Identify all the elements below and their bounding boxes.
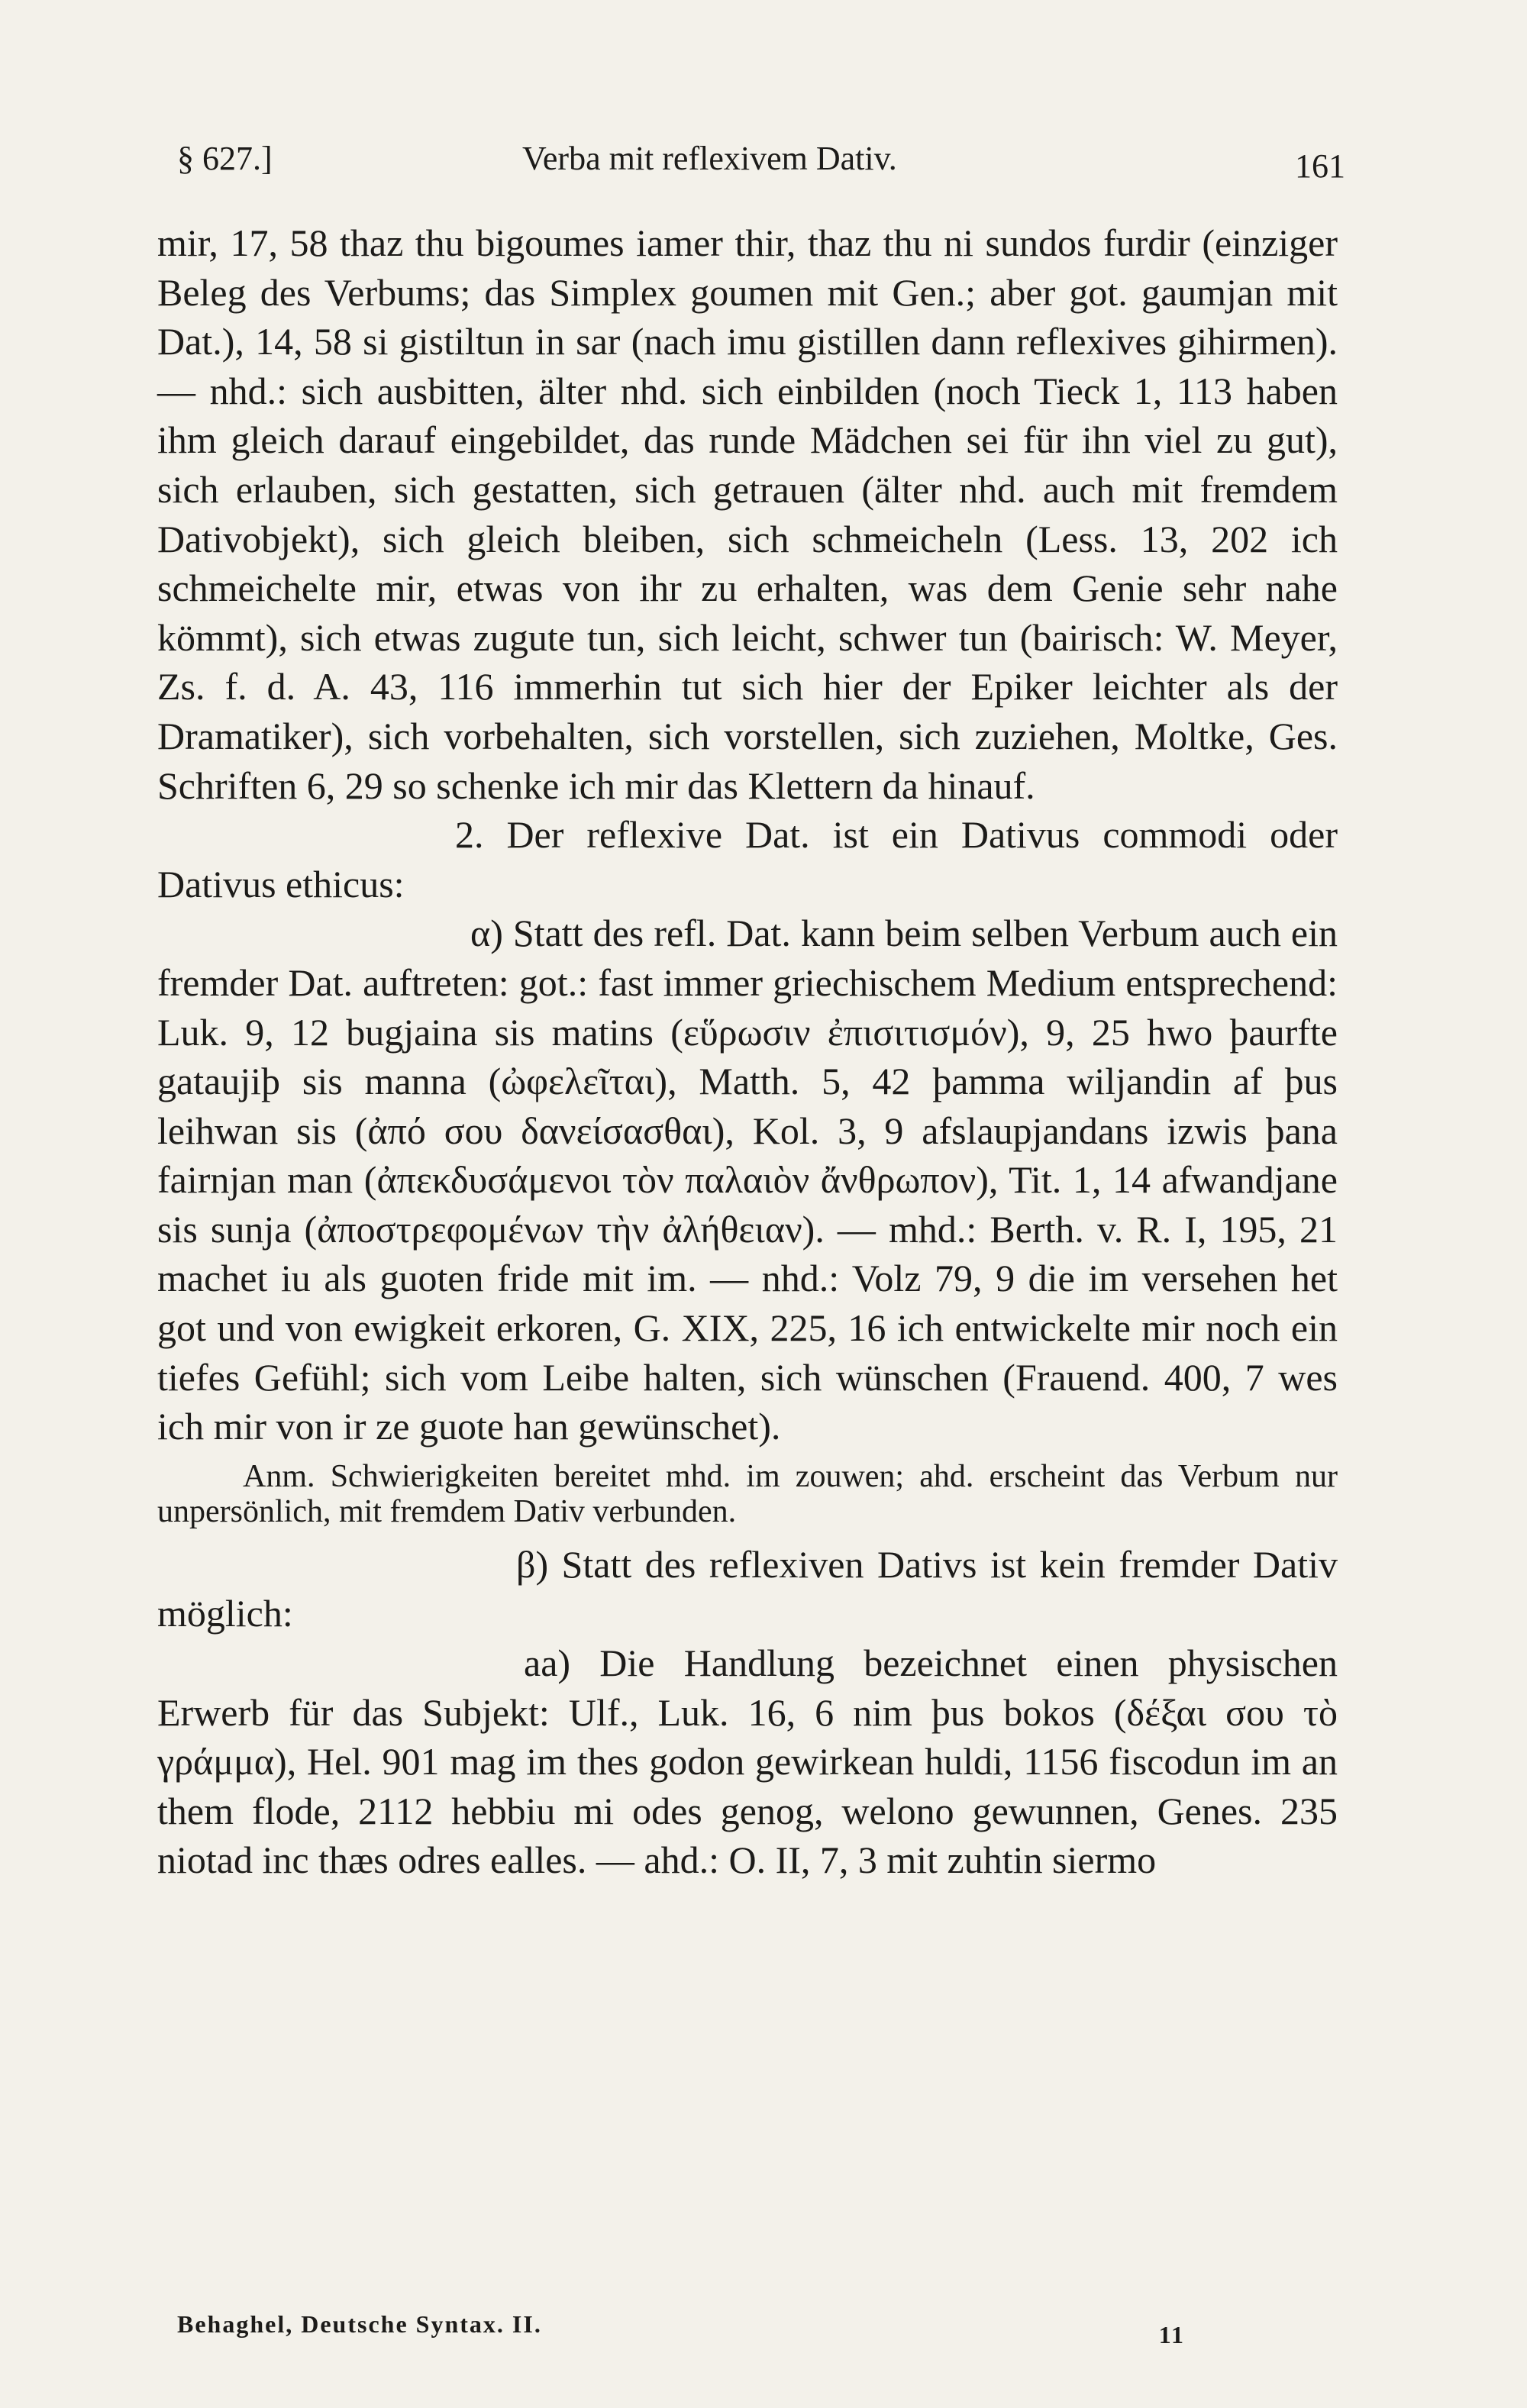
sheet-signature: 11 <box>1158 2321 1185 2348</box>
spacer <box>157 1529 1338 1540</box>
paragraph-beta: β) Statt des reflexiven Dativs ist kein fremder Dativ möglich: <box>157 1542 1338 1635</box>
paragraph-alpha: α) Statt des refl. Dat. kann beim selben Verbum auch ein fremder Dat. auftreten: got.: fast immer griechischem Medium entsprechend: Luk. 9, 12 bugjaina sis matins (εὕρωσιν ἐπισιτισμόν), 9, 25 hwo þaurfte gataujiþ sis manna (ὠφελεῖται), Matth. 5, 42 þamma wiljandin af þus leihwan sis (ἀπό σου δανείσασθαι), Kol. 3, 9 afslaupjandans izwis þana fairnjan man (ἀπεκδυσάμενοι τὸν παλαιὸν ἄνθρωπον), Tit. 1, 14 afwandjane sis sunja (ἀποστρεφομένων τὴν ἀλήθειαν). — mhd.: Berth. v. R. I, 195, 21 machet iu als guoten fride mit im. — nhd.: Volz 79, 9 die im versehen het got und von ewigkeit erkoren, G. XIX, 225, 16 ich entwickelte mir noch ein tiefes Gefühl; sich vom Leibe halten, sich wünschen (Frauend. 400, 7 wes ich mir von ir ze guote han gewünschet). <box>157 912 1338 1448</box>
section-number: § 627.] <box>177 140 273 177</box>
running-header <box>177 130 1345 183</box>
annotation-note: Anm. Schwierigkeiten bereitet mhd. im zouwen; ahd. erscheint das Verbum nur unpersönlich, mit fremdem Dativ verbunden. <box>157 1458 1338 1529</box>
paragraph-continued: mir, 17, 58 thaz thu bigoumes iamer thir, thaz thu ni sundos furdir (einziger Beleg des Verbums; das Simplex goumen mit Gen.; aber got. gaumjan mit Dat.), 14, 58 si gistiltun in sar (nach imu gistillen dann reflexives gihirmen). — nhd.: sich ausbitten, älter nhd. sich einbilden (noch Tieck 1, 113 haben ihm gleich darauf eingebildet, das runde Mädchen sei für ihn viel zu gut), sich erlauben, sich gestatten, sich getrauen (älter nhd. auch mit fremdem Dativobjekt), sich gleich bleiben, sich schmeicheln (Less. 13, 202 ich schmeichelte mir, etwas von ihr zu erhalten, was dem Genie sehr nahe kömmt), sich etwas zugute tun, sich leicht, schwer tun (bairisch: W. Meyer, Zs. f. d. A. 43, 116 immerhin tut sich hier der Epiker leichter als der Dramatiker), sich vorbehalten, sich vorstellen, sich zuziehen, Moltke, Ges. Schriften 6, 29 so schenke ich mir das Klettern da hinauf. <box>157 221 1338 807</box>
page-body <box>157 218 1338 1885</box>
paragraph-point-2: 2. Der reflexive Dat. ist ein Dativus commodi oder Dativus ethicus: <box>157 813 1338 905</box>
page-footer <box>177 2310 1185 2353</box>
running-title: Verba mit reflexivem Dativ. <box>522 140 897 177</box>
paragraph-aa: aa) Die Handlung bezeichnet einen physischen Erwerb für das Subjekt: Ulf., Luk. 16, 6 nim þus bokos (δέξαι σου τὸ γράμμα), Hel. 901 mag im thes godon gewirkean huldi, 1156 fiscodun im an them flode, 2112 hebbiu mi odes genog, welono gewunnen, Genes. 235 niotad inc thæs odres ealles. — ahd.: O. II, 7, 3 mit zuhtin siermo <box>157 1641 1338 1882</box>
page-number: 161 <box>1295 147 1345 185</box>
footer-book-title: Behaghel, Deutsche Syntax. II. <box>177 2310 542 2338</box>
